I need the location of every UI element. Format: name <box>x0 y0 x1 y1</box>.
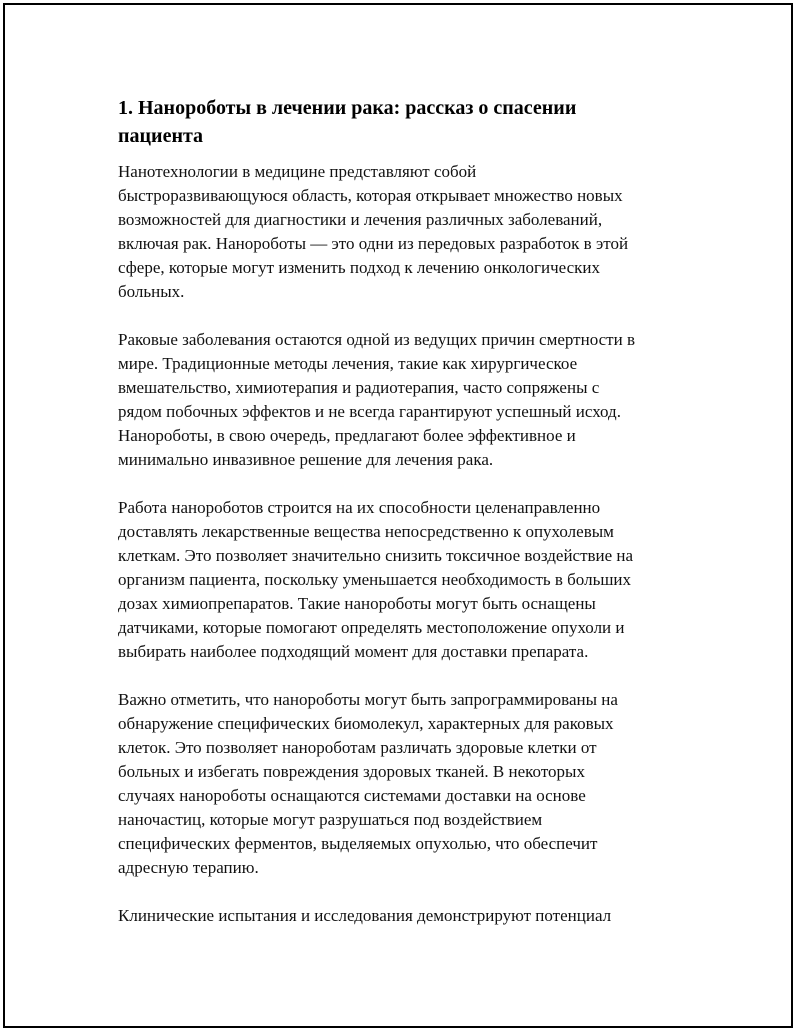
document-body <box>118 94 698 952</box>
paragraph-1: Нанотехнологии в медицине представляют собой быстроразвивающуюся область, которая открывает множество новых возможностей для диагностики и лечения различных заболеваний, включая рак. Нанороботы — это одни из передовых разработок в этой сфере, которые могут изменить подход к лечению онкологических больных. <box>118 162 629 301</box>
document-title: 1. Нанороботы в лечении рака: рассказ о спасении пациента <box>118 97 577 147</box>
paragraph-3: Работа нанороботов строится на их способности целенаправленно доставлять лекарственные вещества непосредственно к опухолевым клеткам. Это позволяет значительно снизить токсичное воздействие на организм пациента, поскольку уменьшается необходимость в больших дозах химиопрепаратов. Такие нанороботы могут быть оснащены датчиками, которые помогают определять местоположение опухоли и выбирать наиболее подходящий момент для доставки препарата. <box>118 498 634 661</box>
paragraph-2: Раковые заболевания остаются одной из ведущих причин смертности в мире. Традиционные методы лечения, такие как хирургическое вмешательство, химиотерапия и радиотерапия, часто сопряжены с рядом побочных эффектов и не всегда гарантируют успешный исход. Нанороботы, в свою очередь, предлагают более эффективное и минимально инвазивное решение для лечения рака. <box>118 330 635 469</box>
paragraph-4: Важно отметить, что нанороботы могут быть запрограммированы на обнаружение специфических биомолекул, характерных для раковых клеток. Это позволяет нанороботам различать здоровые клетки от больных и избегать повреждения здоровых тканей. В некоторых случаях нанороботы оснащаются системами доставки на основе наночастиц, которые могут разрушаться под воздействием специфических ферментов, выделяемых опухолью, что обеспечит адресную терапию. <box>118 690 618 877</box>
paragraph-5: Клинические испытания и исследования демонстрируют потенциал <box>118 906 612 925</box>
